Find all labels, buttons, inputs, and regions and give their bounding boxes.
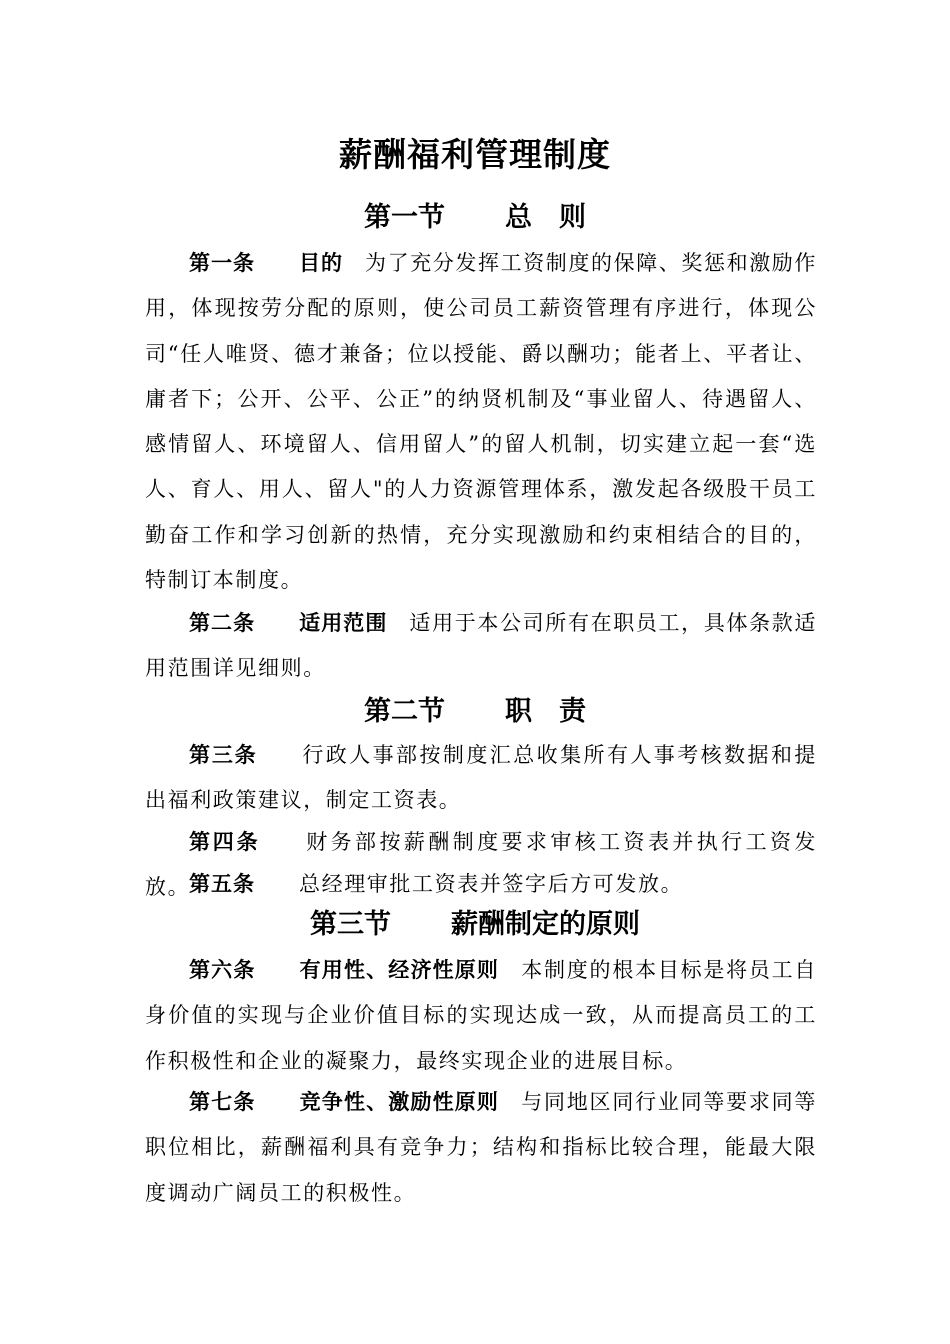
article-text: 本制度的根本目标是将员工自身价值的实现与企业价值目标的实现达成一致，从而提高员工的工作积极性和企业的凝聚力，最终实现企业的进展目标。: [145, 958, 818, 1073]
article-number: 第一条: [189, 251, 255, 275]
article-title: 有用性、经济性原则: [299, 958, 500, 982]
section-heading-2: [0, 692, 950, 732]
document-title: 薪酬福利管理制度: [339, 135, 611, 174]
article-number: 第三条: [189, 743, 258, 767]
article-number: 第七条: [189, 1090, 256, 1114]
article-title: 竞争性、激励性原则: [299, 1090, 500, 1114]
article-number: 第六条: [189, 958, 256, 982]
section-name: 薪酬制定的原则: [451, 909, 640, 940]
article-title: 适用范围: [299, 611, 388, 635]
section-name: 职 责: [505, 696, 586, 727]
article-title: 目的: [299, 251, 343, 275]
article-text: 总经理审批工资表并签字后方可发放。: [299, 872, 684, 896]
article-text: 适用于本公司所有在职员工，具体条款适用范围详见细则。: [145, 611, 817, 681]
section-number: 第一节: [364, 202, 445, 233]
article-3: [145, 733, 817, 824]
article-text: 与同地区同行业同等要求同等职位相比，薪酬福利具有竞争力；结构和指标比较合理，能最大限度调动广阔员工的积极性。: [145, 1090, 818, 1205]
article-number: 第五条: [189, 872, 255, 896]
article-number: 第四条: [189, 830, 261, 854]
article-5: [145, 862, 817, 907]
article-number: 第二条: [189, 611, 256, 635]
section-number: 第二节: [364, 696, 445, 727]
section-heading-1: [0, 198, 950, 238]
article-1: [145, 241, 817, 603]
article-text: 财务部按薪酬制度要求审核工资表并执行工资发放。: [145, 830, 818, 900]
article-text: 为了充分发挥工资制度的保障、奖惩和激励作用，体现按劳分配的原则，使公司员工薪资管理有序进行，体现公司“任人唯贤、德才兼备；位以授能、爵以酬功；能者上、平者让、庸者下；公开、公平、公正”的纳贤机制及“事业留人、待遇留人、感情留人、环境留人、信用留人”的留人机制，切实建立起一套“选人、育人、用人、留人"的人力资源管理体系，激发起各级股干员工勤奋工作和学习创新的热情，充分实现激励和约束相结合的目的，特制订本制度。: [145, 251, 817, 593]
article-text: 行政人事部按制度汇总收集所有人事考核数据和提出福利政策建议，制定工资表。: [145, 743, 817, 813]
section-heading-3: [0, 905, 950, 945]
section-name: 总 则: [505, 202, 586, 233]
article-6: [145, 948, 817, 1084]
article-2: [145, 601, 817, 692]
article-7: [145, 1080, 817, 1216]
section-number: 第三节: [310, 909, 391, 940]
